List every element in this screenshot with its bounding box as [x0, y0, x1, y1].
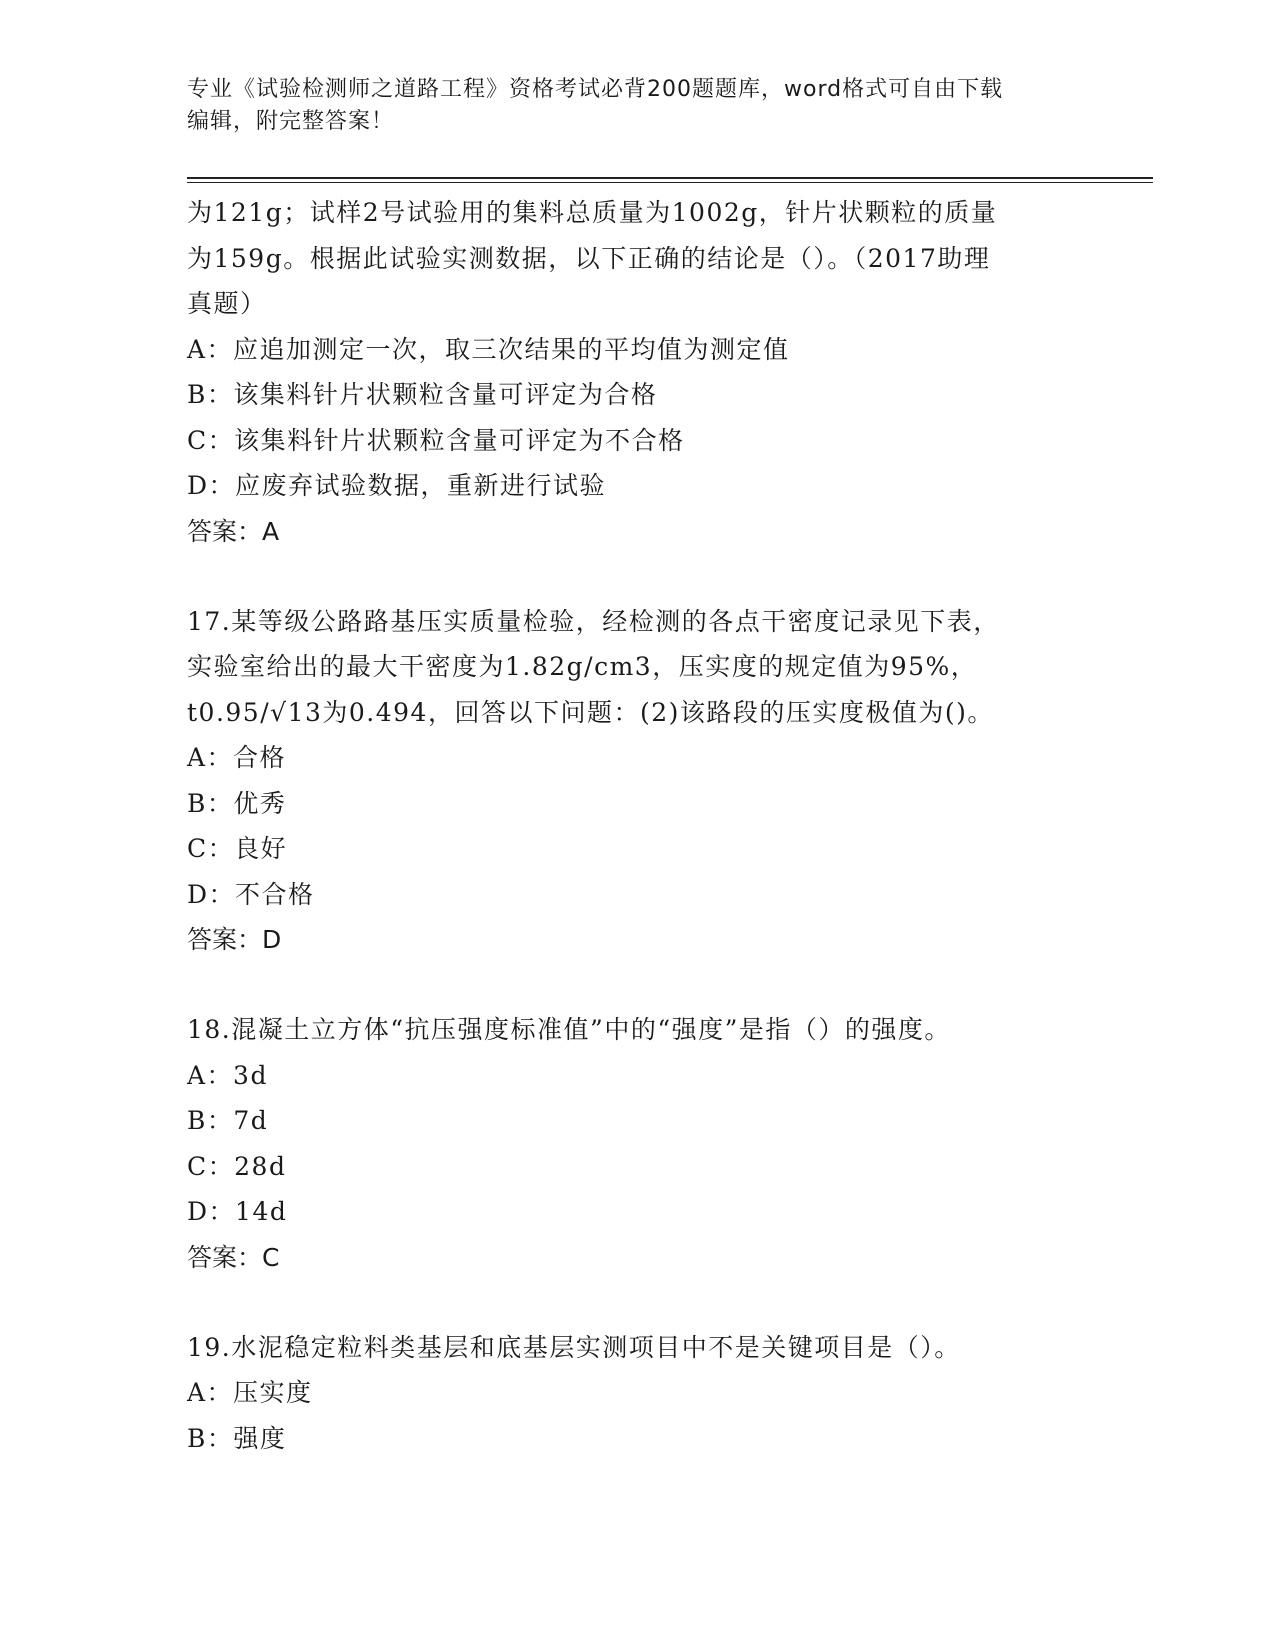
option-a: A：应追加测定一次，取三次结果的平均值为测定值 [187, 334, 790, 364]
option-d: D：不合格 [187, 879, 315, 909]
question-stem-line: 实验室给出的最大干密度为1.82g/cm3，压实度的规定值为95%， [187, 652, 978, 681]
answer-label: 答案：A [187, 516, 280, 546]
header-title-line-2: 编辑，附完整答案！ [187, 109, 395, 134]
option-c: C：该集料针片状颗粒含量可评定为不合格 [187, 425, 685, 455]
question-gap [187, 555, 1087, 599]
option-c: C：28d [187, 1151, 287, 1181]
question-stem-line: 18.混凝土立方体“抗压强度标准值”中的“强度”是指（）的强度。 [187, 1015, 951, 1044]
question-18 [187, 1007, 1087, 1281]
option-d: D：14d [187, 1197, 288, 1226]
question-17 [187, 599, 1087, 964]
option-b: B：优秀 [187, 788, 287, 818]
question-list [187, 190, 1087, 1461]
answer-label: 答案：C [187, 1242, 280, 1272]
option-a: A：合格 [187, 743, 287, 772]
question-stem-line: 真题） [187, 289, 267, 318]
option-d: D：应废弃试验数据，重新进行试验 [187, 471, 607, 500]
question-19 [187, 1325, 1087, 1462]
option-c: C：良好 [187, 834, 288, 863]
answer-label: 答案：D [187, 925, 282, 954]
question-gap [187, 963, 1087, 1007]
question-stem-line: 19.水泥稳定粒料类基层和底基层实测项目中不是关键项目是（）。 [187, 1332, 961, 1362]
header-divider-thin [187, 182, 1153, 183]
header-title-line-1: 专业《试验检测师之道路工程》资格考试必背200题题库，word格式可自由下载 [187, 77, 1004, 102]
option-b: B：7d [187, 1106, 269, 1135]
option-a: A：3d [187, 1060, 268, 1090]
question-stem-line: 17.某等级公路路基压实质量检验，经检测的各点干密度记录见下表， [187, 606, 1000, 636]
question-stem-line: t0.95/√13为0.494，回答以下问题：(2)该路段的压实度极值为()。 [187, 697, 994, 727]
question-gap [187, 1281, 1087, 1325]
option-b: B：该集料针片状颗粒含量可评定为合格 [187, 380, 658, 409]
option-a: A：压实度 [187, 1378, 313, 1407]
question-16 [187, 190, 1087, 555]
header-divider-thick [187, 177, 1153, 179]
question-stem-line: 为121g；试样2号试验用的集料总质量为1002g，针片状颗粒的质量 [187, 198, 998, 227]
document-header [187, 74, 1067, 138]
option-b: B：强度 [187, 1423, 287, 1453]
question-stem-line: 为159g。根据此试验实测数据，以下正确的结论是（）。（2017助理 [187, 243, 991, 273]
